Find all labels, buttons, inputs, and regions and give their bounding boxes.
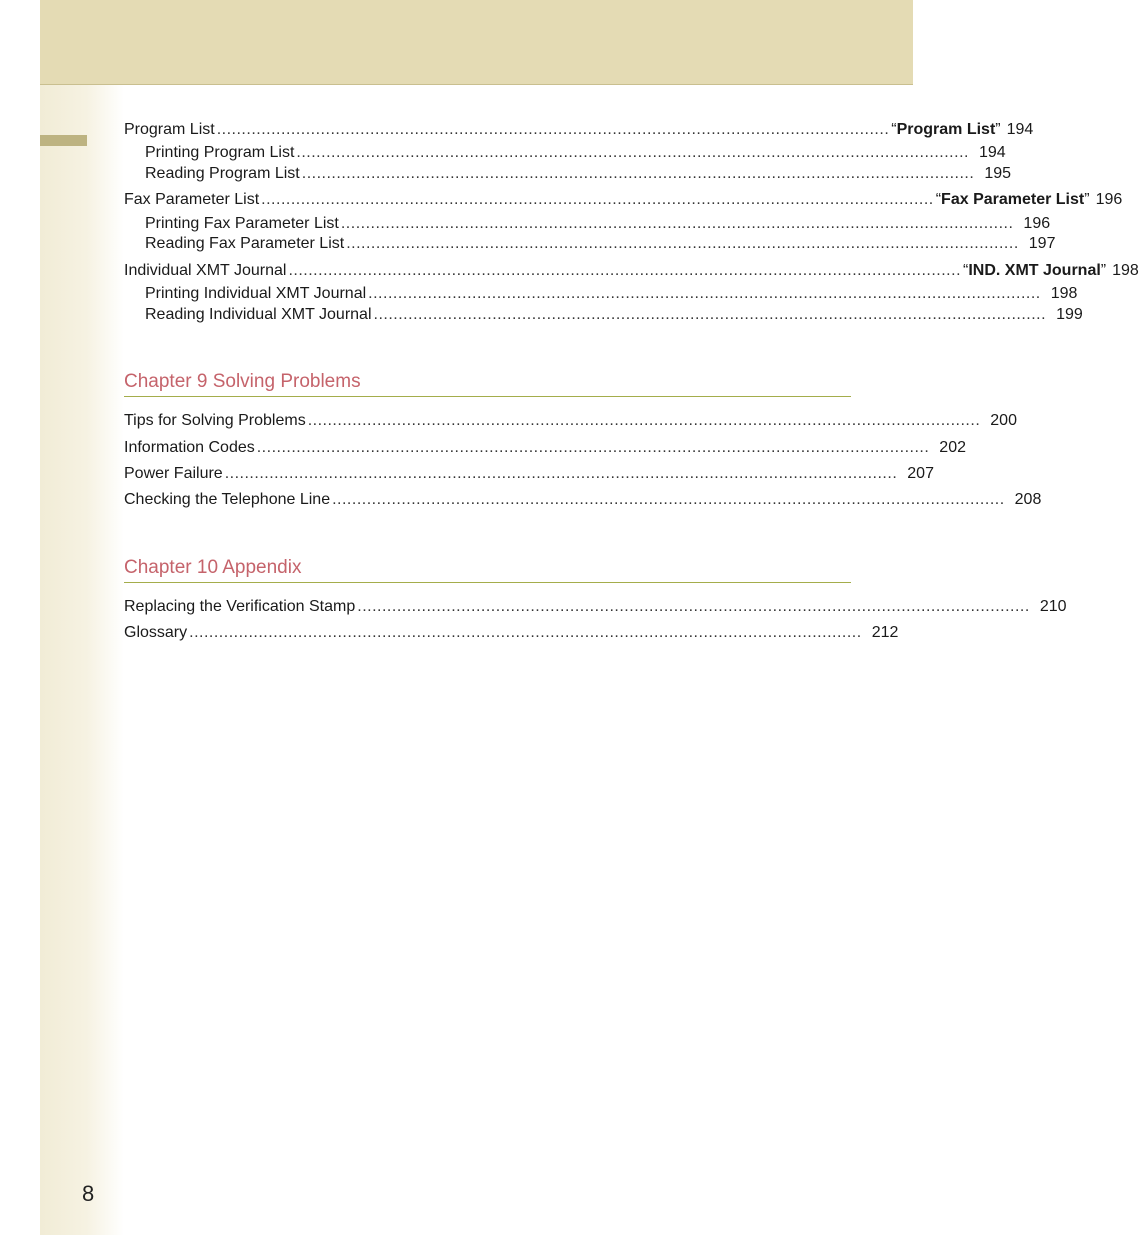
toc-entry-page: 212 xyxy=(871,624,899,641)
dot-leader: ........................................................................................................................................ xyxy=(296,144,969,161)
toc-entry-page: 197 xyxy=(1028,235,1056,252)
toc-entry-label: Printing Fax Parameter List xyxy=(145,215,339,232)
dot-leader: ........................................................................................................................................ xyxy=(301,165,975,182)
toc-entry-menu-ref: “IND. XMT Journal” xyxy=(963,262,1107,279)
dot-leader: ........................................................................................................................................ xyxy=(368,285,1041,302)
toc-entry-page: 199 xyxy=(1056,306,1083,323)
toc-entry-page: 198 xyxy=(1112,262,1139,279)
toc-entry-label: Individual XMT Journal xyxy=(124,262,287,279)
toc-entry-page: 195 xyxy=(984,165,1012,182)
toc-entry-page: 210 xyxy=(1039,598,1067,615)
toc-subentry[interactable] xyxy=(145,305,1083,325)
toc-entry[interactable] xyxy=(124,597,1067,617)
chapter-heading[interactable]: Chapter 9 Solving Problems xyxy=(124,371,851,397)
toc-entry-fax-parameter-list[interactable] xyxy=(124,190,1123,210)
dot-leader: ........................................................................................................................................ xyxy=(307,412,981,429)
chapter-heading[interactable]: Chapter 10 Appendix xyxy=(124,557,851,583)
toc-entry[interactable] xyxy=(124,411,1017,431)
toc-entry-program-list[interactable] xyxy=(124,120,1034,140)
toc-entry-label: Information Codes xyxy=(124,439,255,456)
toc-subentry[interactable] xyxy=(145,143,1006,163)
dot-leader: ........................................................................................................................................ xyxy=(261,191,934,208)
dot-leader: ........................................................................................................................................ xyxy=(373,306,1047,323)
toc-entry-label: Glossary xyxy=(124,624,188,641)
side-strip xyxy=(40,85,124,1235)
toc-subentry[interactable] xyxy=(145,164,1012,184)
dot-leader: ........................................................................................................................................ xyxy=(340,215,1014,232)
toc-entry-label: Printing Individual XMT Journal xyxy=(145,285,367,302)
toc-entry-label: Reading Fax Parameter List xyxy=(145,235,345,252)
toc-entry-menu-ref: “Fax Parameter List” xyxy=(935,191,1090,208)
toc-entry-label: Power Failure xyxy=(124,465,223,482)
toc-entry-page: 194 xyxy=(978,144,1006,161)
toc-entry-individual-xmt-journal[interactable] xyxy=(124,261,1139,281)
toc-entry-page: 196 xyxy=(1023,215,1051,232)
toc-entry-label: Checking the Telephone Line xyxy=(124,491,331,508)
toc-entry-page: 208 xyxy=(1014,491,1042,508)
toc-entry-page: 207 xyxy=(907,465,934,482)
toc-entry-label: Tips for Solving Problems xyxy=(124,412,306,429)
toc-subentry[interactable] xyxy=(145,234,1056,254)
page-number: 8 xyxy=(82,1181,95,1206)
toc-entry-label: Reading Program List xyxy=(145,165,300,182)
toc-entry-page: 198 xyxy=(1050,285,1078,302)
dot-leader: ........................................................................................................................................ xyxy=(288,262,962,279)
dot-leader: ........................................................................................................................................ xyxy=(256,439,930,456)
dot-leader: ........................................................................................................................................ xyxy=(332,491,1005,508)
toc-entry-label: Program List xyxy=(124,121,215,138)
toc-entry[interactable] xyxy=(124,623,899,643)
toc-entry-page: 200 xyxy=(990,412,1017,429)
toc-entry-page: 196 xyxy=(1095,191,1123,208)
dot-leader: ........................................................................................................................................ xyxy=(346,235,1019,252)
dot-leader: ........................................................................................................................................ xyxy=(216,121,890,138)
toc-entry-page: 202 xyxy=(939,439,966,456)
toc-entry-label: Reading Individual XMT Journal xyxy=(145,306,372,323)
side-tab-marker xyxy=(40,135,87,146)
toc-entry-label: Replacing the Verification Stamp xyxy=(124,598,356,615)
toc-entry-page: 194 xyxy=(1006,121,1034,138)
toc-subentry[interactable] xyxy=(145,214,1051,234)
toc-entry[interactable] xyxy=(124,490,1042,510)
toc-entry-label: Printing Program List xyxy=(145,144,295,161)
toc-entry[interactable] xyxy=(124,438,966,458)
header-band xyxy=(40,0,913,85)
toc-entry-label: Fax Parameter List xyxy=(124,191,260,208)
toc-subentry[interactable] xyxy=(145,284,1078,304)
toc-entry-menu-ref: “Program List” xyxy=(891,121,1001,138)
dot-leader: ........................................................................................................................................ xyxy=(224,465,898,482)
dot-leader: ........................................................................................................................................ xyxy=(357,598,1030,615)
toc-entry[interactable] xyxy=(124,464,934,484)
dot-leader: ........................................................................................................................................ xyxy=(189,624,862,641)
